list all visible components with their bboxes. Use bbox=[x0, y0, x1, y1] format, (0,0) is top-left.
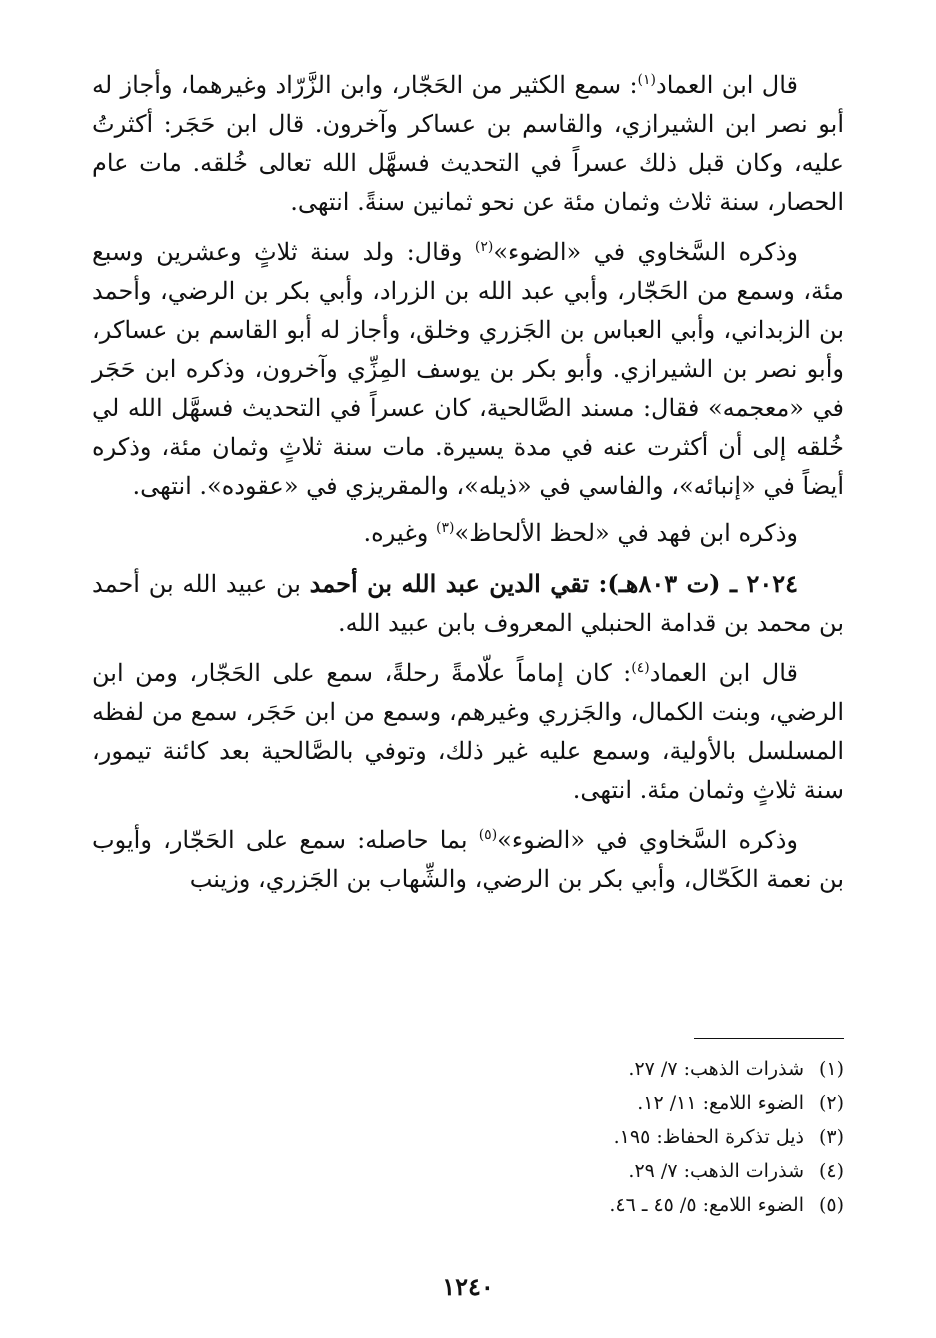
footnote-ref-1: (١) bbox=[637, 72, 657, 88]
footnote-text: الضوء اللامع: ٥/ ٤٥ ـ ٤٦. bbox=[609, 1194, 804, 1216]
footnote-text: شذرات الذهب: ٧/ ٢٧. bbox=[628, 1058, 804, 1080]
page-number: ١٢٤٠ bbox=[442, 1272, 494, 1301]
footnote-text: شذرات الذهب: ٧/ ٢٩. bbox=[628, 1160, 804, 1182]
footnote-item bbox=[92, 1052, 844, 1086]
entry-heading: ٢٠٢٤ ـ (ت ٨٠٣هـ): تقي الدين عبد الله بن أحمد bbox=[309, 569, 798, 598]
footnote-item bbox=[92, 1154, 844, 1188]
paragraph-ibn-fahd bbox=[92, 514, 844, 553]
footnote-item bbox=[92, 1086, 844, 1120]
entry-2024 bbox=[92, 564, 844, 643]
paragraph-text: وقال: ولد سنة ثلاثٍ وعشرين وسبع مئة، وسمع من الحَجّار، وأبي عبد الله بن الزراد، وأبي بكر بن الرضي، وأحمد بن الزبداني، وأبي العباس بن الجَزري وخلق، وأجاز له أبو القاسم بن عساكر، وأبو نصر بن الشيرازي. وأبو بكر بن يوسف المِزِّي وآخرون، وذكره ابن حَجَر في «معجمه» فقال: مسند الصَّالحية، كان عسراً في التحديث فسهَّل الله لي خُلقه إلى أن أكثرت عنه في مدة يسيرة. مات سنة ثلاثٍ وثمان مئة، وذكره أيضاً في «إنبائه»، والفاسي في «ذيله»، والمقريزي في «عقوده». انتهى. bbox=[92, 238, 844, 500]
footnote-item bbox=[92, 1120, 844, 1154]
paragraph-text: قال ابن العماد bbox=[649, 659, 799, 687]
entry-text: بن عبيد الله بن أحمد بن محمد بن قدامة الحنبلي المعروف بابن عبيد الله. bbox=[92, 570, 844, 637]
paragraph-text: بما حاصله: سمع على الحَجّار، وأيوب بن نعمة الكَحّال، وأبي بكر بن الرضي، والشِّهاب بن الجَزري، وزينب bbox=[92, 826, 844, 893]
footnote-ref-4: (٤) bbox=[631, 660, 650, 676]
footnote-number: (٤) bbox=[818, 1160, 844, 1182]
footnote-number: (٥) bbox=[818, 1194, 844, 1216]
paragraph-text: وذكره السَّخاوي في «الضوء» bbox=[493, 238, 798, 266]
footnote-text: الضوء اللامع: ١١/ ١٢. bbox=[637, 1092, 804, 1114]
paragraph-text: قال ابن العماد bbox=[656, 71, 799, 99]
paragraph-sakhawi-1 bbox=[92, 233, 844, 506]
footnote-item bbox=[92, 1188, 844, 1222]
main-text bbox=[92, 66, 844, 899]
paragraph-text: : كان إماماً علّامةً رحلةً، سمع على الحَجّار، ومن ابن الرضي، وبنت الكمال، والجَزري وغيرهم، وسمع من ابن حَجَر، سمع من لفظه المسلسل بالأولية، وسمع عليه غير ذلك، وتوفي بالصَّالحية بعد كائنة تيمور، سنة ثلاثٍ وثمان مئة. انتهى. bbox=[92, 659, 845, 804]
footnote-text: ذيل تذكرة الحفاظ: ١٩٥. bbox=[613, 1126, 804, 1148]
footnote-number: (٣) bbox=[818, 1126, 844, 1148]
footnote-ref-3: (٣) bbox=[436, 520, 455, 536]
footnote-divider bbox=[694, 1038, 844, 1039]
footnote-number: (٢) bbox=[818, 1092, 844, 1114]
paragraph-text: وذكره السَّخاوي في «الضوء» bbox=[497, 826, 798, 854]
footnote-ref-2: (٢) bbox=[474, 239, 494, 255]
paragraph-text: وغيره. bbox=[363, 519, 437, 547]
paragraph-ibn-imad-2 bbox=[92, 654, 844, 810]
paragraph-text: وذكره ابن فهد في «لحظ الألحاظ» bbox=[454, 519, 798, 547]
paragraph-sakhawi-2 bbox=[92, 821, 844, 899]
paragraph-ibn-imad-1 bbox=[92, 66, 844, 222]
paragraph-text: : سمع الكثير من الحَجّار، وابن الزَّرّاد وغيرهما، وأجاز له أبو نصر ابن الشيرازي، والقاسم بن عساكر وآخرون. قال ابن حَجَر: أكثرتُ عليه، وكان قبل ذلك عسراً في التحديث فسهَّل الله تعالى خُلقه. مات عام الحصار، سنة ثلاث وثمان مئة عن نحو ثمانين سنةً. انتهى. bbox=[92, 71, 844, 216]
footnotes bbox=[92, 1052, 844, 1222]
footnote-ref-5: (٥) bbox=[478, 827, 498, 843]
footnote-number: (١) bbox=[818, 1058, 844, 1080]
